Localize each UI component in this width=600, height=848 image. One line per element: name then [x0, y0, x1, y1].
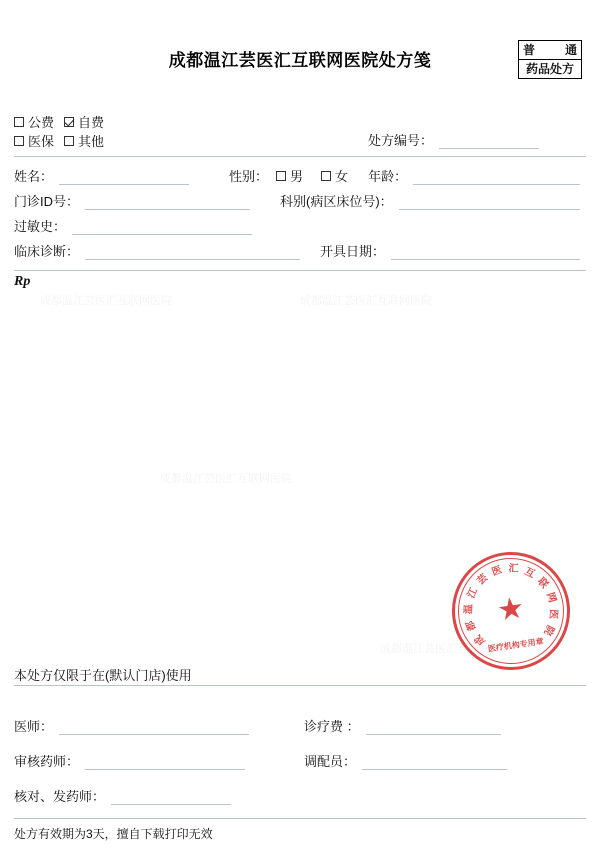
- prescription-type-badge: [518, 40, 582, 79]
- seal-ring-char: 联: [535, 575, 551, 591]
- allergy-input[interactable]: [72, 220, 252, 235]
- row-allergy: [14, 210, 586, 235]
- watermark-text: 成都温江芸医汇互联网医院: [380, 643, 512, 655]
- outpatient-id-label: 门诊ID号：: [14, 194, 80, 209]
- payment-type-group: [14, 112, 114, 150]
- seal-sub-text: 医疗机构专用章: [487, 636, 545, 654]
- gender-option-female[interactable]: [321, 166, 348, 185]
- validity-note: 处方有效期为3天，擅自下载打印无效: [14, 827, 213, 841]
- rx-type-char-2: 通: [564, 43, 577, 57]
- rp-marker: Rp: [14, 274, 31, 289]
- divider: [14, 270, 586, 271]
- row-outpatient-department: [14, 185, 586, 210]
- department-label: 科别(病区床位号)：: [280, 194, 393, 209]
- payment-option-label: 其他: [78, 134, 105, 149]
- seal-ring-char: 温: [463, 603, 475, 615]
- doctor-label: 医师：: [14, 719, 54, 734]
- row-diagnosis-date: [14, 235, 586, 260]
- check-dispense-label: 核对、发药师：: [14, 789, 106, 804]
- consult-fee-label: 诊疗费 ：: [304, 719, 360, 734]
- payment-option-label: 医保: [28, 134, 55, 149]
- row-name-gender-age: [14, 160, 586, 185]
- seal-ring-char: 芸: [475, 572, 491, 588]
- payment-option-self[interactable]: [64, 112, 104, 131]
- watermark-text: 成都温江芸医汇互联网医院: [300, 295, 432, 307]
- row-check-dispense: [14, 770, 586, 805]
- payment-option-label: 自费: [78, 115, 105, 130]
- issue-date-label: 开具日期：: [320, 244, 386, 259]
- payment-option-other[interactable]: [64, 131, 104, 150]
- patient-fields: [14, 160, 586, 260]
- dispenser-field: [304, 751, 513, 770]
- divider: [14, 685, 586, 686]
- seal-ring-char: 互: [522, 566, 537, 581]
- seal-ring-char: 网: [544, 591, 558, 605]
- diagnosis-label: 临床诊断：: [14, 244, 80, 259]
- prescription-number-field: [368, 130, 545, 149]
- seal-ring-char: 成: [472, 632, 488, 648]
- outpatient-id-input[interactable]: [85, 195, 250, 210]
- seal-ring-char: 医: [490, 564, 504, 579]
- signature-section: [14, 700, 586, 805]
- checkbox-icon[interactable]: [276, 171, 286, 181]
- watermark-text: 成都温江芸医汇互联网医院: [40, 295, 172, 307]
- seal-ring-char: 都: [464, 618, 479, 633]
- prescription-number-input[interactable]: [439, 134, 539, 149]
- divider: [14, 156, 586, 157]
- document-header: [0, 0, 600, 78]
- doctor-input[interactable]: [59, 720, 249, 735]
- rx-type-line2: 药品处方: [525, 62, 574, 76]
- issue-date-input[interactable]: [391, 245, 580, 260]
- row-review-dispenser: [14, 735, 586, 770]
- consult-fee-input[interactable]: [366, 720, 501, 735]
- consult-fee-field: [304, 716, 507, 735]
- seal-ring-char: 江: [465, 586, 481, 600]
- name-label: 姓名：: [14, 169, 54, 184]
- check-dispense-field: [14, 786, 304, 805]
- payment-option-label: 公费: [28, 115, 55, 130]
- review-pharmacist-input[interactable]: [85, 755, 245, 770]
- dispenser-input[interactable]: [362, 755, 507, 770]
- age-input[interactable]: [413, 170, 580, 185]
- dispenser-label: 调配员：: [304, 754, 357, 769]
- checkbox-icon[interactable]: [14, 117, 24, 127]
- allergy-label: 过敏史：: [14, 219, 67, 234]
- review-pharmacist-label: 审核药师：: [14, 754, 80, 769]
- watermark-text: 成都温江芸医汇互联网医院: [160, 473, 292, 485]
- checkbox-icon[interactable]: [64, 136, 74, 146]
- review-pharmacist-field: [14, 751, 304, 770]
- gender-option-male[interactable]: [276, 166, 303, 185]
- age-label: 年龄：: [368, 169, 408, 184]
- seal-ring-char: 汇: [508, 563, 519, 575]
- checkbox-icon[interactable]: [14, 136, 24, 146]
- page-title: 成都温江芸医汇互联网医院处方笺: [168, 51, 432, 70]
- payment-option-public[interactable]: [14, 112, 54, 131]
- gender-option-label: 女: [335, 169, 349, 184]
- doctor-field: [14, 716, 304, 735]
- gender-option-label: 男: [290, 169, 304, 184]
- payment-option-insurance[interactable]: [14, 131, 54, 150]
- seal-ring-char: 医: [547, 608, 559, 620]
- prescription-number-label: 处方编号：: [368, 133, 434, 148]
- checkbox-icon[interactable]: [321, 171, 331, 181]
- divider: [14, 818, 586, 819]
- check-dispense-input[interactable]: [111, 790, 231, 805]
- name-input[interactable]: [59, 170, 189, 185]
- gender-label: 性别：: [229, 169, 269, 184]
- rx-type-char-1: 普: [523, 43, 536, 57]
- diagnosis-input[interactable]: [85, 245, 300, 260]
- row-doctor-fee: [14, 700, 586, 735]
- official-seal: [444, 544, 577, 677]
- star-icon: ★: [495, 591, 527, 628]
- seal-ring-char: 院: [541, 623, 556, 638]
- usage-notice: 本处方仅限于在(默认门店)使用: [14, 668, 192, 683]
- checkbox-checked-icon[interactable]: [64, 117, 74, 127]
- department-input[interactable]: [399, 195, 580, 210]
